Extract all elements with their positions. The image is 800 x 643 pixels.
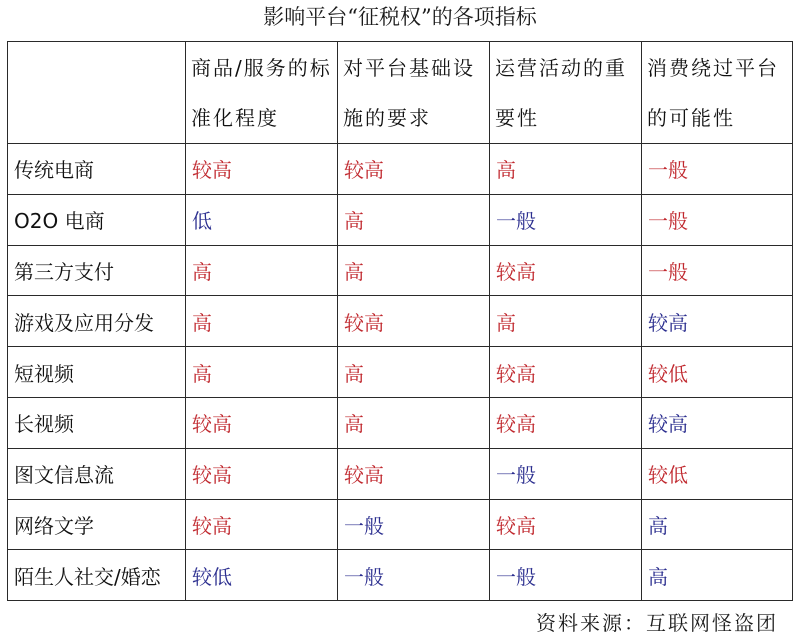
rating-cell: 高 xyxy=(490,144,642,195)
corner-cell xyxy=(8,42,186,144)
column-header: 消费绕过平台的可能性 xyxy=(642,42,793,144)
rating-cell: 高 xyxy=(642,499,793,550)
rating-cell: 较高 xyxy=(490,245,642,296)
rating-cell: 较高 xyxy=(338,296,490,347)
rating-cell: 高 xyxy=(338,347,490,398)
rating-cell: 较高 xyxy=(642,296,793,347)
rating-cell: 较低 xyxy=(642,347,793,398)
rating-cell: 低 xyxy=(186,194,338,245)
row-label: O2O 电商 xyxy=(8,194,186,245)
row-label: 长视频 xyxy=(8,397,186,448)
rating-cell: 一般 xyxy=(490,550,642,601)
rating-cell: 较高 xyxy=(186,397,338,448)
rating-cell: 较高 xyxy=(186,499,338,550)
table-row xyxy=(8,347,793,398)
source-note: 资料来源：互联网怪盗团 xyxy=(536,611,778,635)
table-row xyxy=(8,296,793,347)
indicator-table xyxy=(7,41,793,601)
table-row xyxy=(8,448,793,499)
rating-cell: 较低 xyxy=(186,550,338,601)
row-label: 图文信息流 xyxy=(8,448,186,499)
header-row xyxy=(8,42,793,144)
rating-cell: 高 xyxy=(186,347,338,398)
column-header: 对平台基础设施的要求 xyxy=(338,42,490,144)
column-header: 商品/服务的标准化程度 xyxy=(186,42,338,144)
table-row xyxy=(8,144,793,195)
table-row xyxy=(8,499,793,550)
row-label: 网络文学 xyxy=(8,499,186,550)
rating-cell: 高 xyxy=(642,550,793,601)
rating-cell: 一般 xyxy=(490,448,642,499)
row-label: 短视频 xyxy=(8,347,186,398)
rating-cell: 较高 xyxy=(490,499,642,550)
table-row xyxy=(8,397,793,448)
column-header: 运营活动的重要性 xyxy=(490,42,642,144)
table-row xyxy=(8,194,793,245)
table-body xyxy=(8,144,793,601)
row-label: 陌生人社交/婚恋 xyxy=(8,550,186,601)
row-label: 传统电商 xyxy=(8,144,186,195)
rating-cell: 较低 xyxy=(642,448,793,499)
rating-cell: 高 xyxy=(490,296,642,347)
rating-cell: 一般 xyxy=(338,499,490,550)
rating-cell: 一般 xyxy=(642,144,793,195)
rating-cell: 一般 xyxy=(490,194,642,245)
rating-cell: 较高 xyxy=(186,144,338,195)
rating-cell: 高 xyxy=(338,245,490,296)
row-label: 游戏及应用分发 xyxy=(8,296,186,347)
rating-cell: 较高 xyxy=(642,397,793,448)
rating-cell: 较高 xyxy=(338,448,490,499)
rating-cell: 较高 xyxy=(490,397,642,448)
page-title: 影响平台“征税权”的各项指标 xyxy=(263,5,537,29)
rating-cell: 较高 xyxy=(490,347,642,398)
rating-cell: 一般 xyxy=(642,194,793,245)
rating-cell: 一般 xyxy=(642,245,793,296)
rating-cell: 高 xyxy=(338,194,490,245)
rating-cell: 高 xyxy=(186,245,338,296)
table-row xyxy=(8,245,793,296)
rating-cell: 高 xyxy=(186,296,338,347)
table-row xyxy=(8,550,793,601)
rating-cell: 一般 xyxy=(338,550,490,601)
rating-cell: 高 xyxy=(338,397,490,448)
rating-cell: 较高 xyxy=(338,144,490,195)
row-label: 第三方支付 xyxy=(8,245,186,296)
rating-cell: 较高 xyxy=(186,448,338,499)
